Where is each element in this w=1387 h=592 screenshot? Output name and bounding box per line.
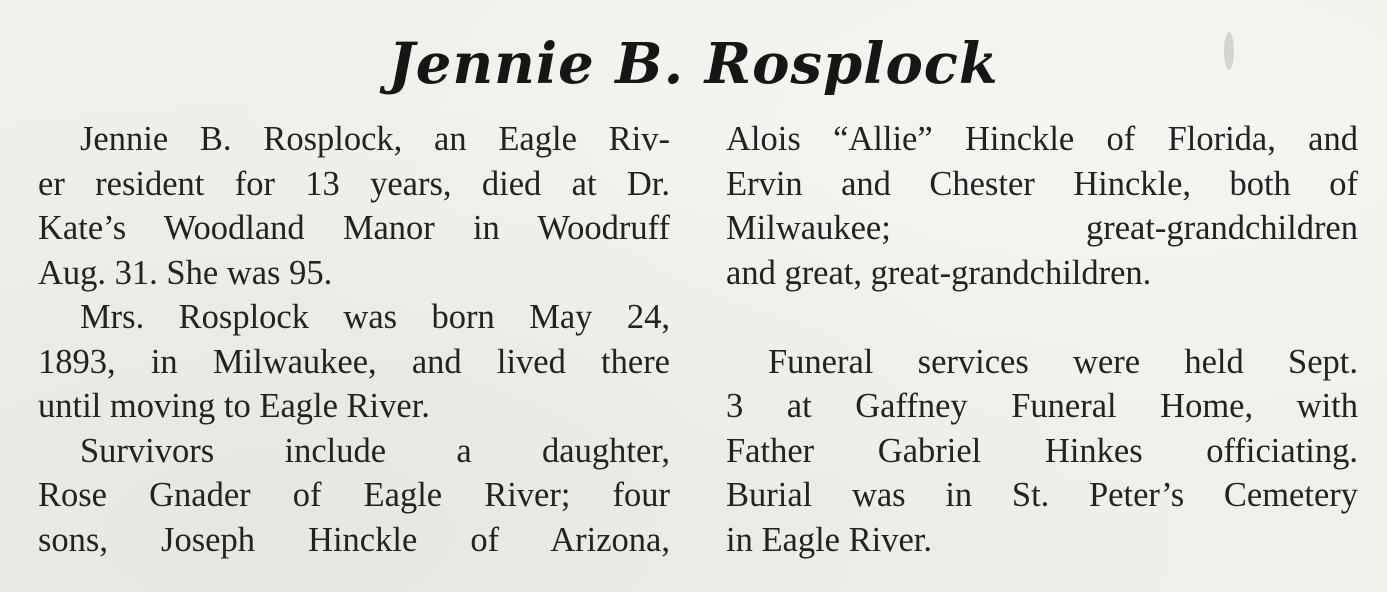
right-line: Father Gabriel Hinkes officiating. <box>726 431 1358 470</box>
obituary-headline: Jennie B. Rosplock <box>388 31 999 97</box>
left-line: 1893, in Milwaukee, and lived there <box>38 342 670 381</box>
left-line: Aug. 31. She was 95. <box>38 253 333 292</box>
right-line: and great, great-grandchildren. <box>726 253 1152 292</box>
right-line: Alois “Allie” Hinckle of Florida, and <box>726 120 1358 158</box>
left-line: Survivors include a daughter, <box>80 431 670 470</box>
right-line: Funeral services were held Sept. <box>768 342 1358 381</box>
left-line: er resident for 13 years, died at Dr. <box>38 164 670 203</box>
left-line: Jennie B. Rosplock, an Eagle Riv- <box>80 120 670 158</box>
right-line: Ervin and Chester Hinckle, both of <box>726 164 1358 203</box>
paragraph-gap <box>726 295 1358 340</box>
right-line: Burial was in St. Peter’s Cemetery <box>726 476 1358 514</box>
right-line: Milwaukee; great-grandchildren <box>726 209 1358 247</box>
left-line: Mrs. Rosplock was born May 24, <box>80 298 670 336</box>
right-line: 3 at Gaffney Funeral Home, with <box>726 387 1358 425</box>
right-column <box>726 117 1358 562</box>
left-line: Kate’s Woodland Manor in Woodruff <box>38 209 670 247</box>
right-line: in Eagle River. <box>726 520 932 559</box>
left-column <box>38 117 670 562</box>
left-line: until moving to Eagle River. <box>38 387 430 425</box>
left-line: Rose Gnader of Eagle River; four <box>38 476 670 514</box>
left-line: sons, Joseph Hinckle of Arizona, <box>38 520 670 559</box>
